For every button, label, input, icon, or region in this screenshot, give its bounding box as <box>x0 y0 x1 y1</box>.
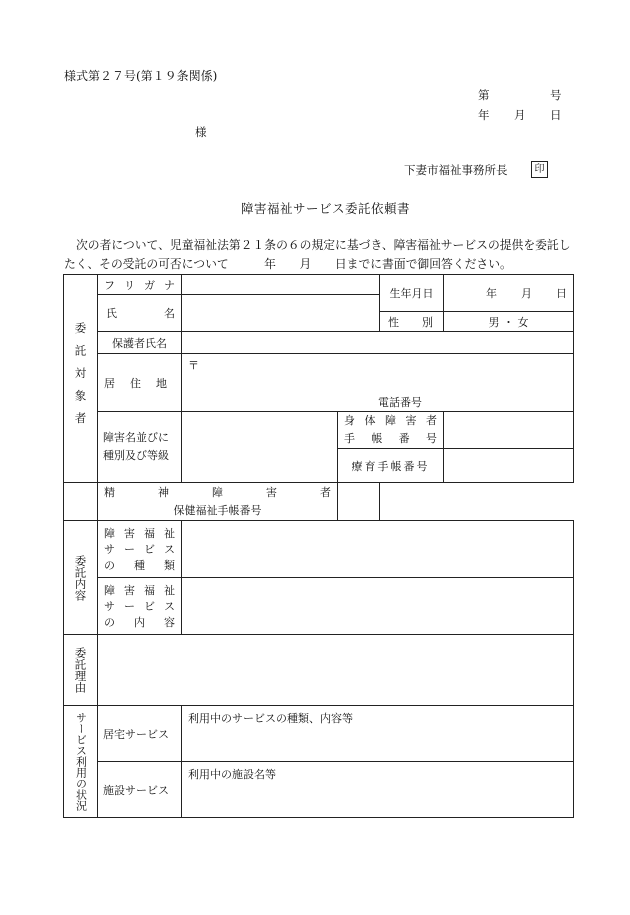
residence-label: 居 住 地 <box>98 354 182 412</box>
form-number: 様式第２７号(第１９条関係) <box>64 69 218 83</box>
seal-stamp: 印 <box>531 161 548 178</box>
service-type-label: 障 害 福 祉 サ ー ビ ス の 種 類 <box>98 521 182 578</box>
mental-handbook-label: 精 神 障 害 者 保健福祉手帳番号 <box>98 483 338 521</box>
ryoiku-label: 療育手帳番号 <box>338 449 444 483</box>
issuer-name: 下妻市福祉事務所長 <box>404 163 508 177</box>
physical-handbook-label: 身 体 障 害 者 手 帳 番 号 <box>338 412 444 449</box>
date-year: 年 <box>478 108 490 122</box>
doc-number-prefix: 第 <box>478 88 490 102</box>
guardian-label: 保護者氏名 <box>98 332 182 354</box>
sex-value[interactable]: 男 ・ 女 <box>444 312 574 332</box>
name-field[interactable] <box>182 295 380 332</box>
birth-label: 生年月日 <box>380 275 444 312</box>
home-service-label: 居宅サービス <box>98 706 182 762</box>
date-month: 月 <box>514 108 526 122</box>
name-label: 氏 名 <box>98 295 182 332</box>
section-target <box>64 275 98 483</box>
birth-value[interactable]: 年 月 日 <box>444 275 574 312</box>
home-service-field[interactable] <box>182 706 574 762</box>
disability-field[interactable] <box>182 412 338 483</box>
doc-number-suffix: 号 <box>550 88 562 102</box>
physical-handbook-field[interactable] <box>444 412 574 449</box>
disability-spacer <box>64 483 98 521</box>
disability-label: 障害名並びに 種別及び等級 <box>98 412 182 483</box>
phone-label: 電話番号 <box>378 396 422 409</box>
body-text-line-2: たく、その受託の可否について 年 月 日までに書面で御回答ください。 <box>64 257 512 271</box>
section-usage <box>64 706 98 818</box>
guardian-field[interactable] <box>182 332 574 354</box>
section-usage-label: サービス利用の状況 <box>74 712 88 811</box>
home-service-note: 利用中のサービスの種類、内容等 <box>188 712 353 725</box>
service-content-label: 障 害 福 祉 サ ー ビ ス の 内 容 <box>98 578 182 635</box>
service-type-field[interactable] <box>182 521 574 578</box>
addressee-honorific: 様 <box>195 125 207 139</box>
body-text-line-1: 次の者について、児童福祉法第２１条の６の規定に基づき、障害福祉サービスの提供を委託し <box>76 238 571 252</box>
mental-handbook-field[interactable] <box>338 483 380 521</box>
section-reason <box>64 635 98 706</box>
section-content <box>64 521 98 635</box>
request-form-table <box>63 274 574 818</box>
date-day: 日 <box>550 108 562 122</box>
facility-service-label: 施設サービス <box>98 762 182 818</box>
residence-field[interactable] <box>182 354 574 412</box>
reason-field[interactable] <box>98 635 574 706</box>
section-reason-label: 委託理由 <box>73 647 88 693</box>
facility-service-field[interactable] <box>182 762 574 818</box>
postal-mark: 〒 <box>188 359 199 372</box>
furigana-field[interactable] <box>182 275 380 295</box>
sex-label: 性 別 <box>380 312 444 332</box>
service-content-field[interactable] <box>182 578 574 635</box>
document-title: 障害福祉サービス委託依頼書 <box>241 201 411 216</box>
ryoiku-field[interactable] <box>444 449 574 483</box>
section-target-label: 委託対象者 <box>73 322 88 435</box>
section-content-label: 委託内容 <box>73 554 88 601</box>
furigana-label: フ リ ガ ナ <box>98 275 182 295</box>
facility-service-note: 利用中の施設名等 <box>188 768 276 781</box>
